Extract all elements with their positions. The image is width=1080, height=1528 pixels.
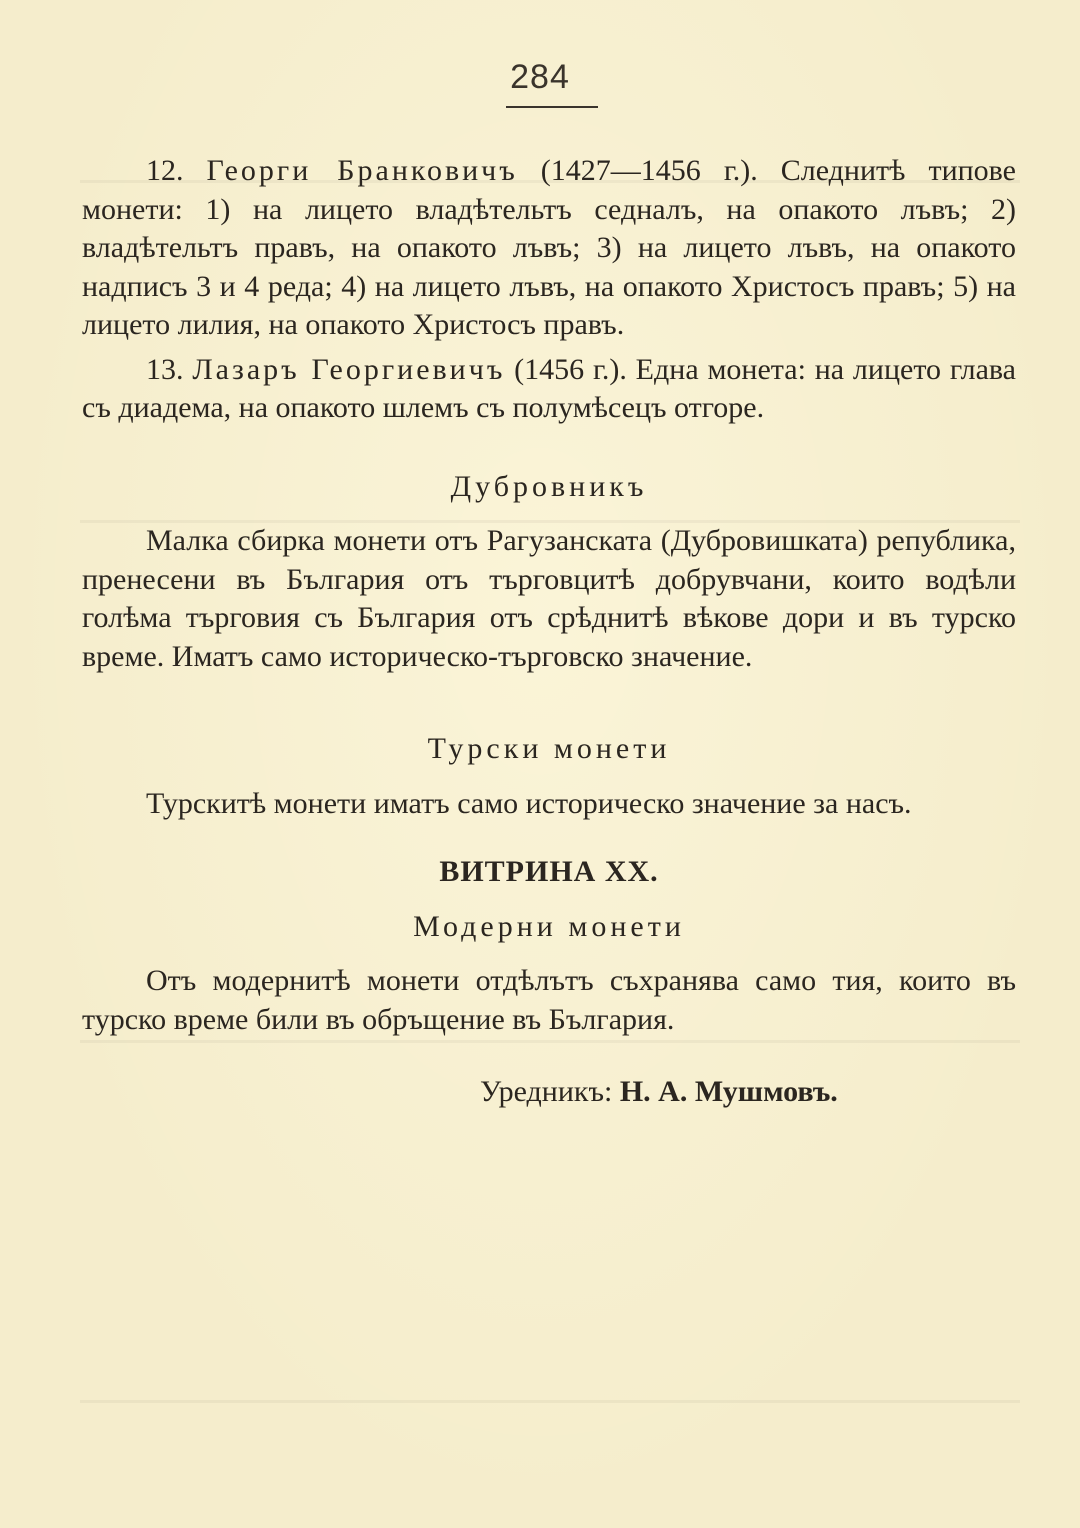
section-text-turkish: Турскитѣ монети иматъ само историческо значение за насъ. [146,786,912,820]
signature-name: Н. А. Мушмовъ. [619,1075,838,1108]
section-heading-turkish: Турски монети [427,732,671,765]
section-text-modern: Отъ модернитѣ монети отдѣлътъ съхранява само тия, които въ турско време били въ обръщение въ България. [82,964,1016,1036]
entry-text: (1456 г.). Една монета: на лицето глава съ диадема, на опакото шлемъ съ полумѣсецъ отгоре. [82,352,1016,424]
entry-ruler-name: Георги Бранковичъ [206,154,518,187]
section-text-dubrovnik: Малка сбирка монети отъ Рагузанската (Дубровишката) република, пренесени въ България отъ търговцитѣ добрувчани, които водѣли голѣма търговия съ България отъ срѣднитѣ вѣкове дори и въ турско време. Иматъ само историческо-търговско значение. [82,524,1016,673]
entry-text: (1427—1456 г.). Следнитѣ типове монети: 1) на лицето владѣтельтъ седналъ, на опакото лъвъ; 2) владѣтельтъ правъ, на опакото лъвъ; 3) на лицето лъвъ, на опакото надписъ 3 и 4 реда; 4) на лицето лъвъ, на опакото Христосъ правъ; 5) на лицето лилия, на опакото Христосъ правъ. [82,154,1016,341]
page-number: 284 [510,58,570,96]
entry-number: 13. [146,352,184,386]
entry-13 [82,351,1016,428]
signature-label: Уредникъ: [480,1075,613,1108]
page-number-rule [506,106,598,108]
section-heading-dubrovnik: Дубровникъ [450,469,648,503]
entry-ruler-name: Лазаръ Георгиевичъ [192,352,506,386]
section-heading-modern: Модерни монети [413,909,685,943]
entry-number: 12. [146,154,184,187]
curator-signature [82,1073,1016,1112]
page-content [82,152,1016,1112]
bleed-through-line [80,1400,1020,1403]
vitrina-label: ВИТРИНА XX. [439,855,659,888]
entry-12 [82,152,1016,345]
